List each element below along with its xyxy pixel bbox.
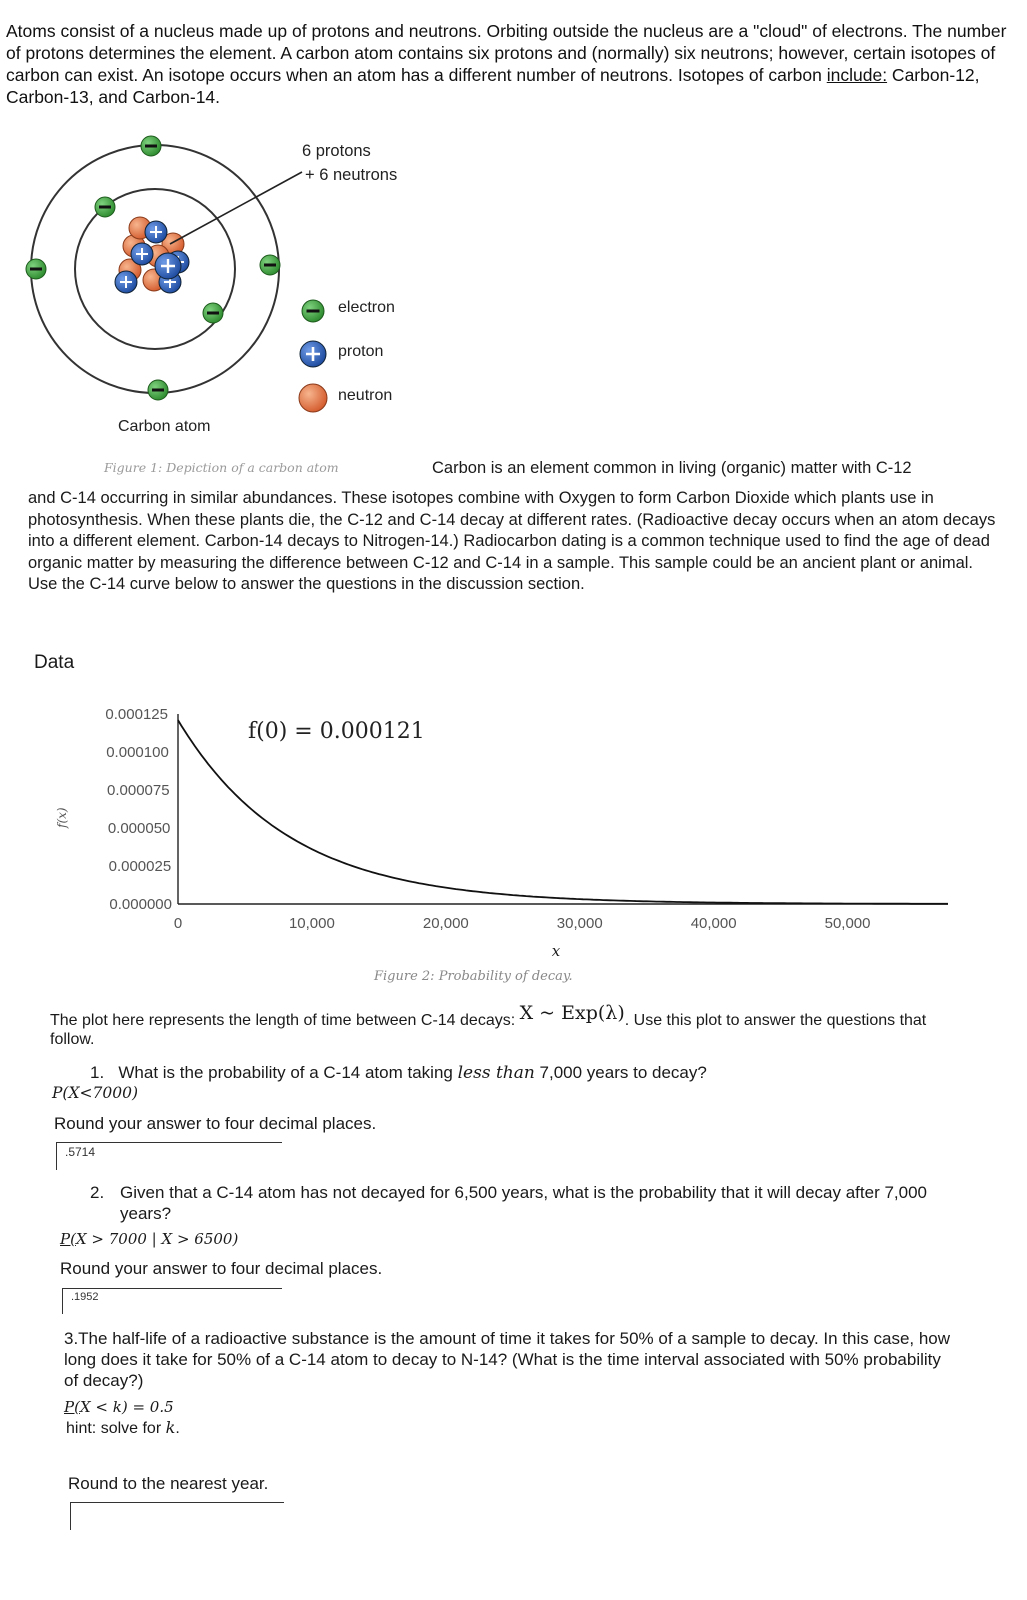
y-tick-label: 0.000025	[108, 858, 172, 875]
atom-label: Carbon atom	[118, 418, 211, 435]
proton-icon	[155, 253, 181, 279]
q2-question: Given that a C-14 atom has not decayed for 6,500 years, what is the probability that it will decay after 7,000 years?	[120, 1183, 928, 1223]
proton-icon	[145, 221, 167, 243]
q1-answer-input[interactable]	[56, 1142, 282, 1170]
q3-hint-suffix: .	[175, 1420, 180, 1437]
nucleus	[115, 217, 189, 293]
q1-answer-value: .5714	[65, 1145, 96, 1159]
y-tick-label: 0.000050	[107, 820, 171, 837]
intro-paragraph	[6, 20, 1011, 108]
x-tick-label: 30,000	[556, 915, 603, 932]
q3-math-rest: X < k) = 0.5	[79, 1398, 174, 1416]
electron-icon	[26, 259, 46, 279]
intro-text-1: Atoms consist of a nucleus made up of protons and neutrons. Orbiting outside the nucleus are a "cloud" of electrons. The number of protons determines the element. A carbon atom contains six protons and (normally) six neutrons; however, certain isotopes of carbon can exist. An isotope occurs when an atom has a different number of neutrons. Isotopes of carbon	[6, 21, 1007, 85]
legend-proton-icon	[300, 341, 326, 367]
x-tick-label: 20,000	[422, 915, 469, 932]
q3-math-underlined: P(	[64, 1398, 80, 1416]
data-heading: Data	[34, 652, 75, 673]
q2-math	[60, 1230, 238, 1248]
q2-round-instruction: Round your answer to four decimal places.	[60, 1259, 383, 1278]
series-curve-fx	[178, 720, 948, 904]
x-tick-label: 0	[173, 915, 183, 932]
x-tick-label: 10,000	[288, 915, 335, 932]
q3-answer-input[interactable]	[70, 1502, 284, 1530]
carbon-paragraph: and C-14 occurring in similar abundances. These isotopes combine with Oxygen to form Carbon Dioxide which plants use in photosynthesis. When these plants die, the C-12 and C-14 decay at different rates. (Radioactive decay occurs when an atom decays into a different element. Carbon-14 decays to Nitrogen-14.) Radiocarbon dating is a common technique used to find the age of dead organic matter by measuring the difference between C-12 and C-14 in a sample. This sample could be an ancient plant or animal. Use the C-14 curve below to answer the questions in the discussion section.	[28, 489, 996, 593]
y-tick-label: 0.000000	[109, 896, 172, 913]
x-axis-ticks	[174, 915, 871, 932]
intro-text-2: Carbon-12, Carbon-13, and Carbon-14.	[6, 65, 980, 107]
legend-electron-icon	[302, 300, 324, 322]
legend-proton-label: proton	[338, 343, 384, 360]
q2-number: 2.	[90, 1183, 105, 1202]
q2-text	[90, 1182, 950, 1224]
y-tick-label: 0.000125	[105, 706, 168, 723]
q1-number: 1.	[90, 1063, 105, 1082]
legend-neutron-label: neutron	[338, 387, 393, 404]
plot-desc-expression: X ~ Exp(λ)	[519, 1002, 625, 1024]
electron-icon	[95, 197, 115, 217]
carbon-text-lead: Carbon is an element common in living (organic) matter with C-12	[432, 459, 912, 477]
electron-icon	[148, 380, 168, 400]
q1-round-instruction: Round your answer to four decimal places.	[54, 1114, 377, 1133]
intro-underlined-word: include:	[826, 65, 888, 85]
legend-icons	[297, 296, 333, 420]
q3-round-instruction: Round to the nearest year.	[68, 1474, 269, 1493]
q3-text: 3.The half-life of a radioactive substance is the amount of time it takes for 50% of a sample to decay. In this case, how long does it take for 50% of a C-14 atom to decay to N-14? (What is the time interval associated with 50% probability of decay?)	[64, 1329, 951, 1390]
figure-2-caption: Figure 2: Probability of decay.	[374, 969, 573, 984]
plot-desc-after: . Use this plot to answer the questions that follow.	[50, 1012, 927, 1048]
q3-math	[64, 1398, 174, 1416]
nucleus-label-neutrons: + 6 neutrons	[305, 166, 398, 184]
x-axis-label: x	[551, 942, 561, 960]
q2-answer-value: .1952	[71, 1291, 99, 1303]
q1-math: P(X<7000)	[52, 1084, 138, 1102]
q3-hint	[66, 1418, 180, 1438]
nucleus-label-protons: 6 protons	[302, 142, 371, 160]
q1-text-em: less than	[457, 1063, 535, 1083]
q2-math-rest: X > 7000 | X > 6500)	[75, 1230, 239, 1248]
carbon-atom-diagram	[20, 132, 290, 412]
y-tick-label: 0.000075	[107, 782, 170, 799]
q2-math-underlined: P(	[60, 1230, 76, 1248]
proton-icon	[115, 271, 137, 293]
y-tick-label: 0.000100	[106, 744, 169, 761]
plot-description	[50, 1002, 970, 1049]
nucleus-pointer-line	[170, 172, 302, 244]
q1-text	[90, 1062, 970, 1084]
x-tick-label: 40,000	[690, 915, 737, 932]
q2-answer-input[interactable]	[62, 1288, 282, 1314]
y-axis-label: f(x)	[55, 807, 69, 828]
proton-icon	[131, 243, 153, 265]
legend-electron-label: electron	[338, 299, 395, 316]
legend-neutron-icon	[299, 384, 327, 412]
x-tick-label: 50,000	[824, 915, 871, 932]
figure-1-caption: Figure 1: Depiction of a carbon atom	[104, 460, 339, 475]
decay-chart	[55, 706, 960, 998]
electron-icon	[141, 136, 161, 156]
y-axis-ticks	[105, 706, 172, 913]
chart-annotation-f0: f(0) = 0.000121	[248, 719, 425, 744]
q1-text-b: 7,000 years to decay?	[534, 1063, 707, 1082]
plot-desc-before: The plot here represents the length of time between C-14 decays:	[50, 1012, 520, 1029]
q3-hint-prefix: hint: solve for	[66, 1420, 166, 1437]
q1-text-a: What is the probability of a C-14 atom taking	[118, 1063, 458, 1082]
electron-icon	[203, 303, 223, 323]
electron-icon	[260, 255, 280, 275]
q3-hint-var: k	[165, 1418, 176, 1437]
